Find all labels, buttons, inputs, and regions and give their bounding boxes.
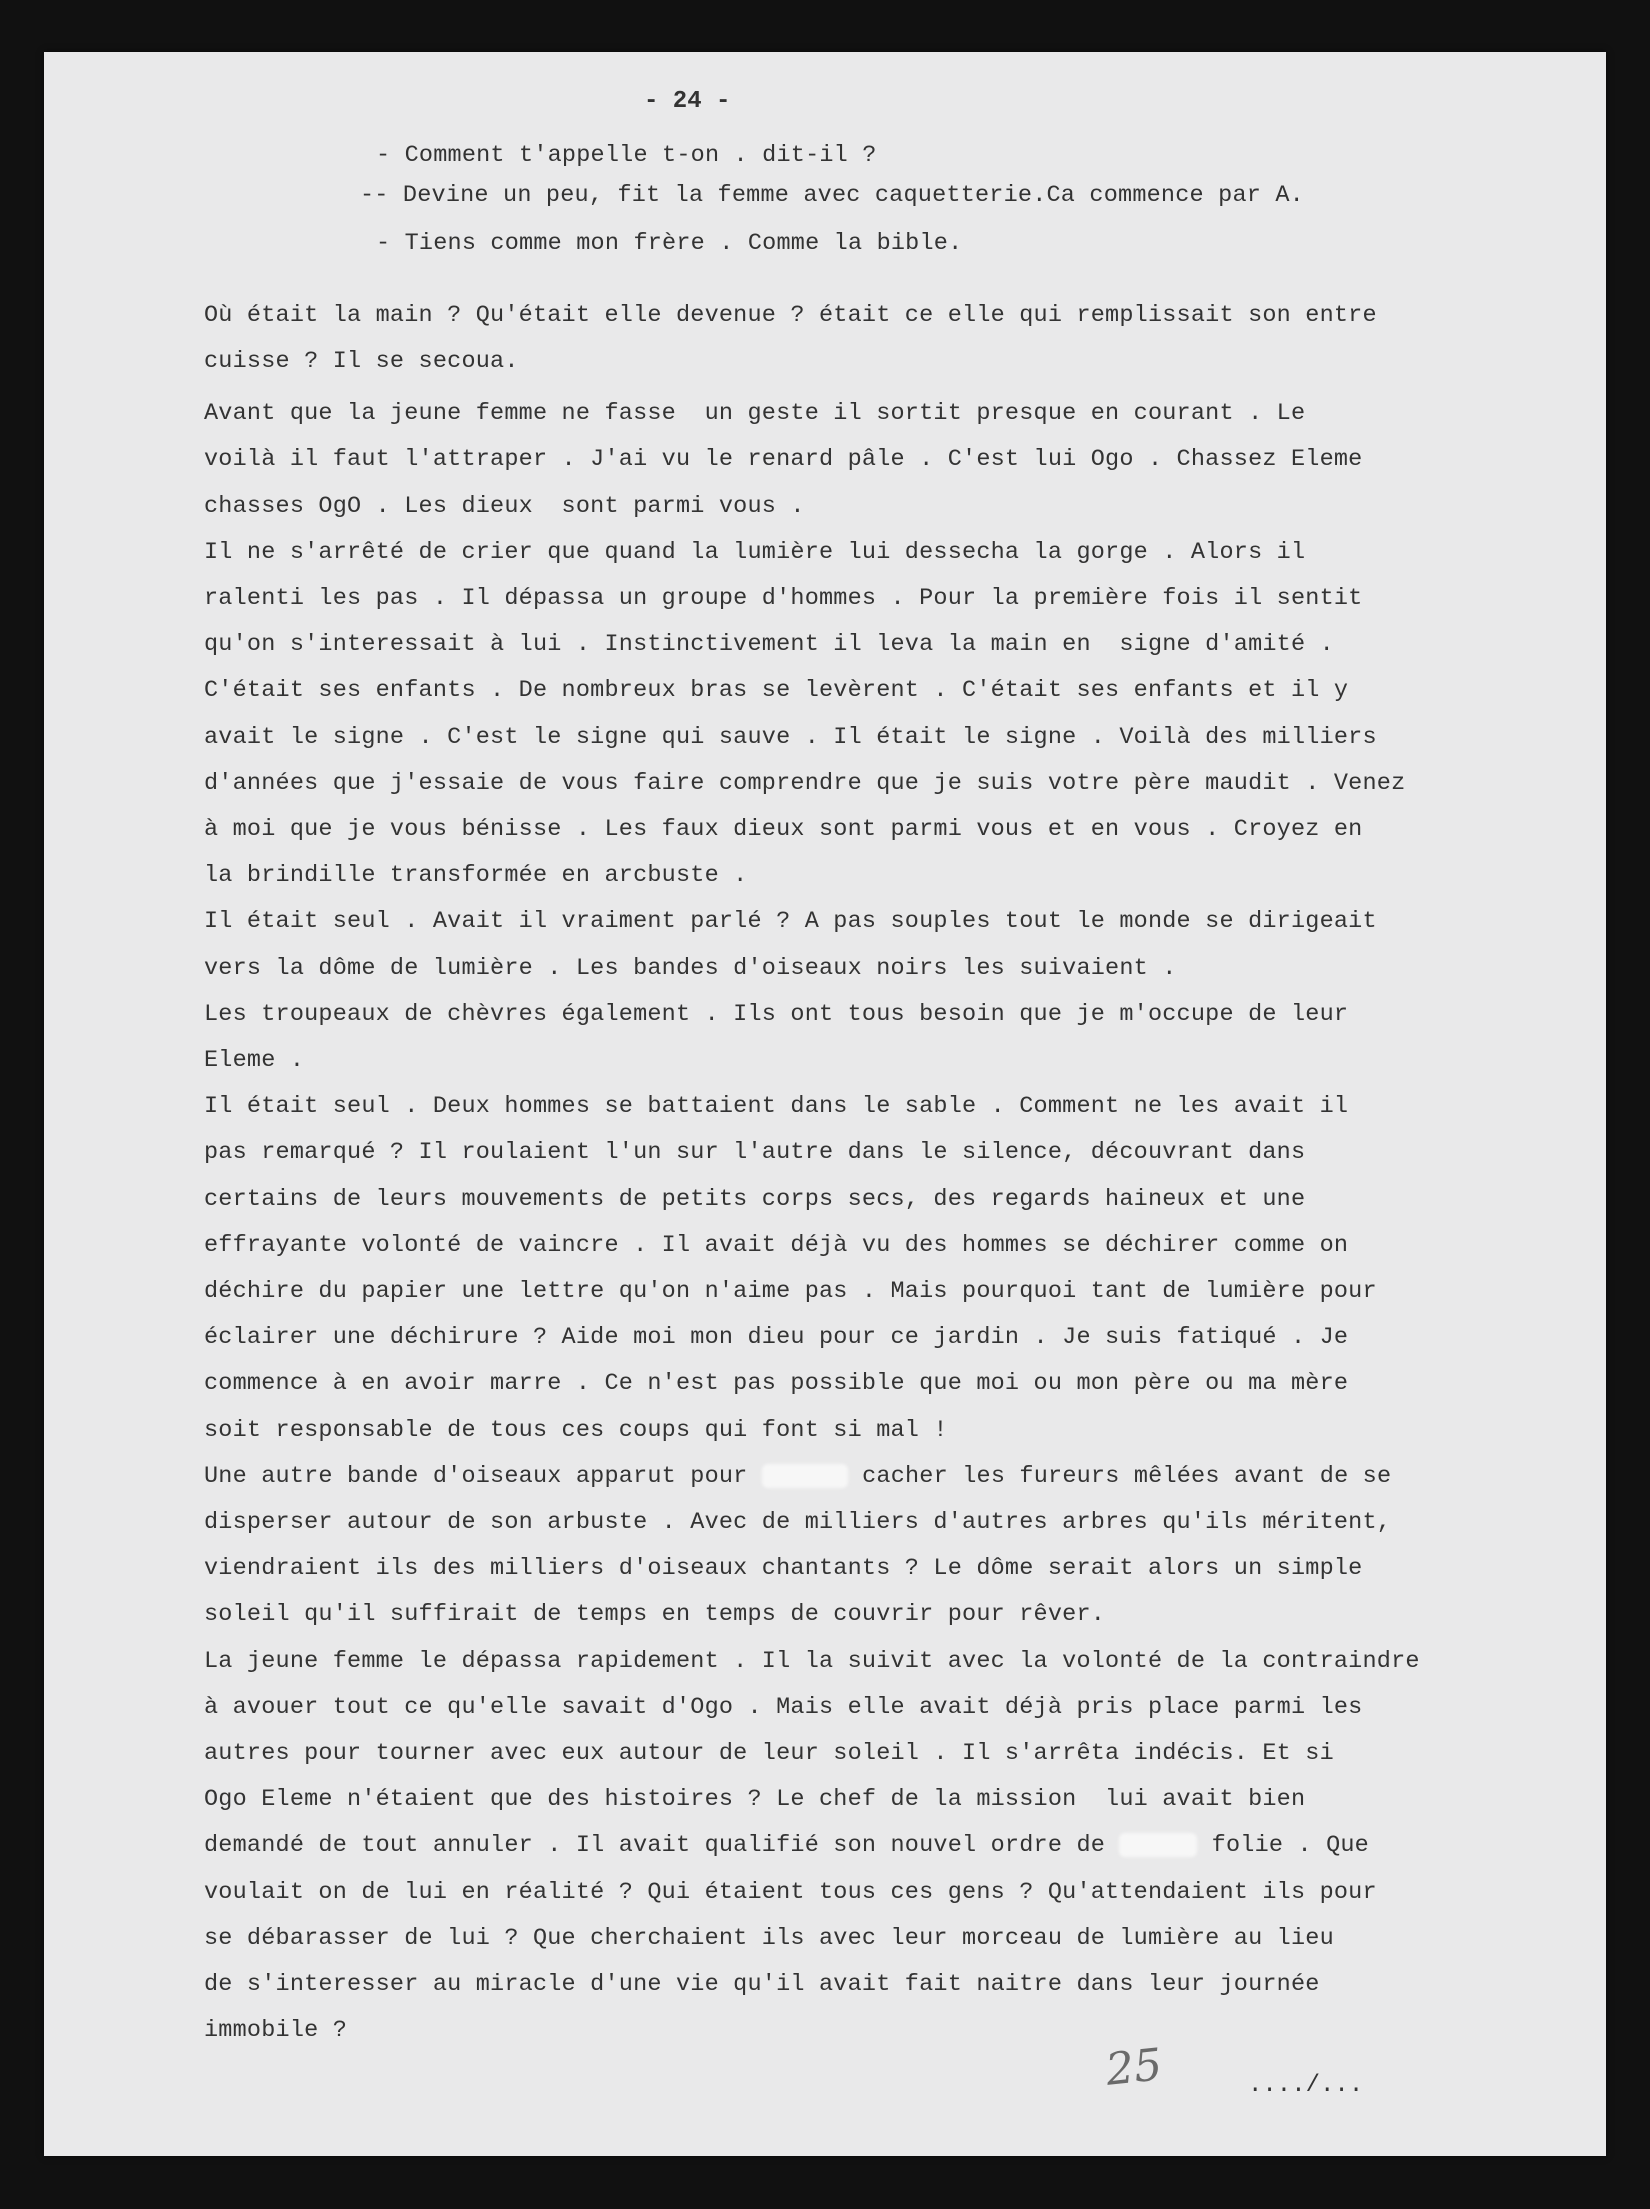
typewritten-page (44, 52, 1606, 2156)
text-line: de s'interesser au miracle d'une vie qu'il avait fait naitre dans leur journée (204, 1971, 1320, 1998)
text-line: déchire du papier une lettre qu'on n'aime pas . Mais pourquoi tant de lumière pour (204, 1278, 1377, 1305)
dialogue-line: - Comment t'appelle t-on . dit-il ? (376, 142, 877, 169)
text-line: ralenti les pas . Il dépassa un groupe d'hommes . Pour la première fois il sentit (204, 585, 1363, 612)
text-line: certains de leurs mouvements de petits corps secs, des regards haineux et une (204, 1185, 1306, 1213)
text-line-with-redaction (204, 1463, 1391, 1490)
text-line: La jeune femme le dépassa rapidement . Il la suivit avec la volonté de la contraindre (204, 1647, 1420, 1675)
text-line: immobile ? (204, 2017, 348, 2045)
text-line: soit responsable de tous ces coups qui font si mal ! (204, 1416, 948, 1444)
text-line: Où était la main ? Qu'était elle devenue ? était ce elle qui remplissait son entre (204, 302, 1377, 329)
text-line: chasses OgO . Les dieux sont parmi vous . (204, 492, 805, 520)
text-line: viendraient ils des milliers d'oiseaux chantants ? Le dôme serait alors un simple (204, 1555, 1363, 1583)
continuation-marker: ..../... (1248, 2072, 1364, 2099)
text-line: C'était ses enfants . De nombreux bras se levèrent . C'était ses enfants et il y (204, 677, 1349, 705)
text-line: commence à en avoir marre . Ce n'est pas possible que moi ou mon père ou ma mère (204, 1370, 1349, 1398)
text-line: disperser autour de son arbuste . Avec de milliers d'autres arbres qu'ils méritent, (204, 1509, 1392, 1536)
text-line: à moi que je vous bénisse . Les faux dieux sont parmi vous et en vous . Croyez en (204, 816, 1363, 843)
redaction-blur (1119, 1833, 1197, 1857)
text-line: avait le signe . C'est le signe qui sauve . Il était le signe . Voilà des milliers (204, 723, 1377, 751)
text-line: pas remarqué ? Il roulaient l'un sur l'autre dans le silence, découvrant dans (204, 1139, 1306, 1167)
text-line: Les troupeaux de chèvres également . Ils ont tous besoin que je m'occupe de leur (204, 1000, 1349, 1028)
handwritten-page-number: 25 (1103, 2039, 1165, 2096)
text-line: vers la dôme de lumière . Les bandes d'oiseaux noirs les suivaient . (204, 954, 1177, 982)
text-line: effrayante volonté de vaincre . Il avait déjà vu des hommes se déchirer comme on (204, 1231, 1349, 1259)
text-line: Ogo Eleme n'étaient que des histoires ? Le chef de la mission lui avait bien (204, 1786, 1306, 1814)
dialogue-line: -- Devine un peu, fit la femme avec caquetterie.Ca commence par A. (360, 182, 1304, 209)
text-segment: cacher les fureurs mêlées avant de se (847, 1462, 1392, 1490)
text-line: d'années que j'essaie de vous faire comprendre que je suis votre père maudit . Venez (204, 769, 1406, 797)
text-line: qu'on s'interessait à lui . Instinctivement il leva la main en signe d'amité . (204, 631, 1334, 659)
dialogue-line: - Tiens comme mon frère . Comme la bible. (376, 230, 963, 257)
text-line: se débarasser de lui ? Que cherchaient ils avec leur morceau de lumière au lieu (204, 1924, 1334, 1952)
text-line: Il était seul . Deux hommes se battaient dans le sable . Comment ne les avait il (204, 1093, 1349, 1121)
text-segment: folie . Que (1197, 1832, 1369, 1860)
text-line: Avant que la jeune femme ne fasse un geste il sortit presque en courant . Le (204, 400, 1306, 428)
text-line-with-redaction (204, 1832, 1369, 1859)
text-segment: Une autre bande d'oiseaux apparut pour (204, 1462, 762, 1490)
text-line: voilà il faut l'attraper . J'ai vu le renard pâle . C'est lui Ogo . Chassez Eleme (204, 446, 1363, 474)
text-line: autres pour tourner avec eux autour de leur soleil . Il s'arrêta indécis. Et si (204, 1740, 1334, 1767)
text-segment: demandé de tout annuler . Il avait qualifié son nouvel ordre de (204, 1832, 1120, 1860)
text-line: voulait on de lui en réalité ? Qui étaient tous ces gens ? Qu'attendaient ils pour (204, 1878, 1377, 1906)
text-line: à avouer tout ce qu'elle savait d'Ogo . Mais elle avait déjà pris place parmi les (204, 1693, 1363, 1721)
text-line: la brindille transformée en arcbuste . (204, 862, 748, 890)
page-number: - 24 - (644, 88, 731, 115)
text-line: soleil qu'il suffirait de temps en temps de couvrir pour rêver. (204, 1601, 1106, 1629)
text-line: éclairer une déchirure ? Aide moi mon dieu pour ce jardin . Je suis fatiqué . Je (204, 1324, 1349, 1352)
text-line: Il ne s'arrêté de crier que quand la lumière lui dessecha la gorge . Alors il (204, 538, 1306, 566)
text-line: Eleme . (204, 1047, 305, 1074)
redaction-blur (762, 1464, 848, 1488)
text-line: Il était seul . Avait il vraiment parlé ? A pas souples tout le monde se dirigeait (204, 908, 1377, 936)
text-line: cuisse ? Il se secoua. (204, 348, 519, 376)
